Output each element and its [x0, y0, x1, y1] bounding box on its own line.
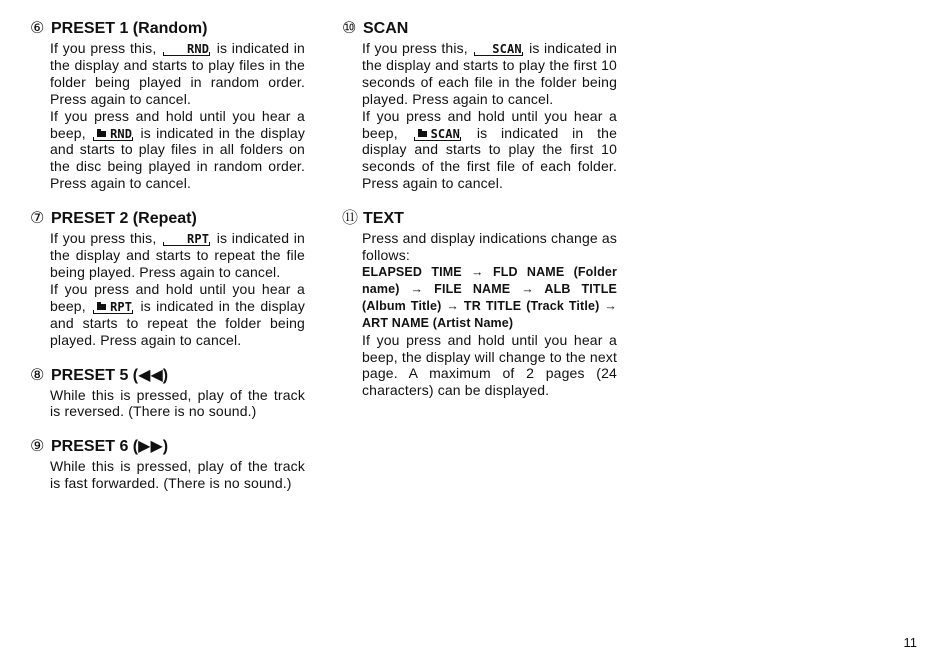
- paragraph: If you press and hold until you hear a beep, the display will change to the next page. A maximum of 2 pages (24 characters) can be displayed.: [362, 331, 617, 399]
- text-run: If you press this,: [362, 40, 468, 56]
- section-title: PRESET 1 (Random): [51, 20, 208, 37]
- preset1-section: [30, 18, 305, 192]
- right-column: [342, 18, 617, 415]
- display-flow: ELAPSED TIME → FLD NAME (Folder name) → FILE NAME → ALB TITLE (Album Title) → TR TITLE (Track Title) → ART NAME (Artist Name): [362, 264, 617, 330]
- preset2-heading: [30, 208, 305, 230]
- preset1-heading: [30, 18, 305, 40]
- folder-icon: [97, 131, 106, 137]
- indicator-label: SCAN: [430, 126, 461, 141]
- text-run: is indicated in the display and starts to play files in the folder being played in random order. Press again to cancel.: [50, 40, 305, 107]
- section-title: PRESET 5 (◀◀): [51, 366, 169, 384]
- text-run: is indicated in the display and starts to repeat the file being played. Press again to cancel.: [50, 230, 305, 280]
- display-indicator: [474, 43, 523, 56]
- section-title: PRESET 2 (Repeat): [51, 210, 197, 228]
- paragraph: [50, 108, 305, 193]
- text-run: is indicated in the display and starts to play the first 10 seconds of the first file of each folder. Press again to cancel.: [362, 124, 618, 192]
- display-indicator: [93, 301, 133, 314]
- section-number: ⑩: [342, 20, 357, 37]
- paragraph: [50, 281, 305, 349]
- indicator-label: SCAN: [492, 42, 522, 56]
- display-indicator: [93, 128, 133, 141]
- preset1-body: [50, 40, 305, 192]
- paragraph: [362, 40, 617, 108]
- text-heading: [342, 208, 617, 230]
- paragraph: [50, 230, 305, 281]
- section-title: PRESET 6 (▶▶): [51, 438, 169, 456]
- text-run: is indicated in the display and starts to repeat the folder being played. Press again to cancel.: [50, 297, 306, 348]
- preset5-section: [30, 365, 305, 421]
- display-indicator: [163, 233, 210, 246]
- section-title: SCAN: [363, 20, 409, 37]
- scan-heading: [342, 18, 617, 40]
- page-number: 11: [903, 635, 917, 650]
- section-number: ⑪: [342, 210, 359, 228]
- text-run: If you press this,: [50, 230, 157, 247]
- text-run: If you press and hold until you hear a beep,: [50, 107, 305, 141]
- text-run: If you press this,: [50, 40, 157, 56]
- folder-icon: [418, 131, 427, 137]
- display-indicator: [414, 128, 462, 141]
- preset5-heading: [30, 365, 305, 387]
- text-run: If you press and hold until you hear a beep,: [50, 280, 305, 314]
- paragraph: [50, 40, 305, 108]
- text-run: is indicated in the display and starts to play files in all folders on the disc being played in random order. Press again to cancel.: [50, 124, 306, 192]
- scan-body: [362, 40, 617, 192]
- text-section: [342, 208, 617, 399]
- indicator-label: RND: [110, 126, 133, 141]
- scan-section: [342, 18, 617, 192]
- indicator-label: RND: [187, 42, 210, 56]
- section-number: ⑦: [30, 210, 45, 228]
- section-title: TEXT: [363, 210, 404, 228]
- paragraph: [362, 108, 617, 193]
- indicator-label: RPT: [187, 232, 210, 247]
- text-body: [362, 230, 617, 399]
- display-indicator: [163, 43, 210, 56]
- left-column: [30, 18, 305, 508]
- preset2-body: [50, 230, 305, 348]
- folder-icon: [97, 304, 106, 310]
- preset6-section: [30, 436, 305, 492]
- indicator-label: RPT: [110, 299, 133, 314]
- section-number: ⑥: [30, 20, 45, 37]
- preset2-section: [30, 208, 305, 348]
- text-run: If you press and hold until you hear a beep,: [362, 107, 617, 141]
- text-run: is indicated in the display and starts to play the first 10 seconds of each file in the folder being played. Press again to cancel.: [362, 40, 618, 107]
- paragraph: While this is pressed, play of the track is fast forwarded. (There is no sound.): [50, 458, 305, 492]
- section-number: ⑧: [30, 366, 45, 384]
- preset6-body: [50, 458, 305, 492]
- preset5-body: [50, 387, 305, 421]
- section-number: ⑨: [30, 438, 45, 456]
- paragraph: While this is pressed, play of the track is reversed. (There is no sound.): [50, 386, 305, 420]
- preset6-heading: [30, 436, 305, 458]
- paragraph: Press and display indications change as follows:: [362, 230, 617, 264]
